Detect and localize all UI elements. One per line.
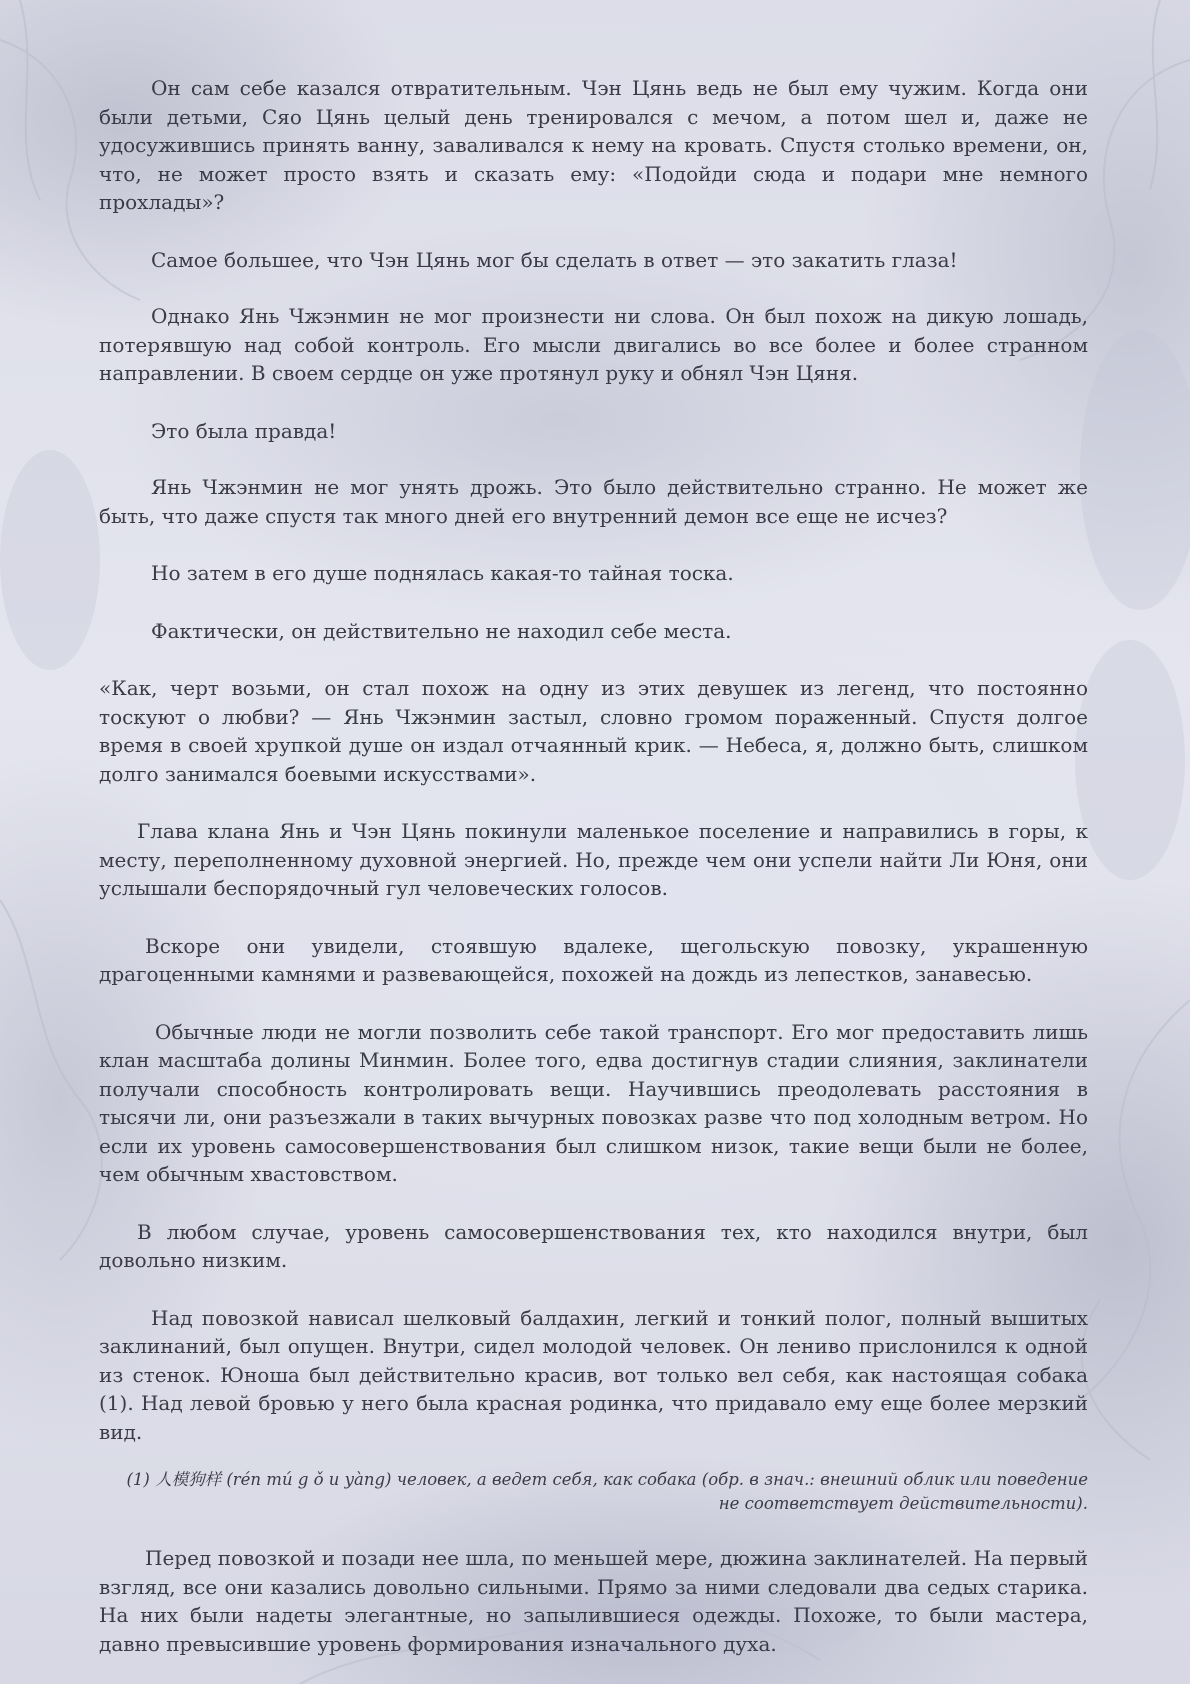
footnote-line: не соответствует действительности). [718, 1494, 1088, 1513]
paragraph: Вскоре они увидели, стоявшую вдалеке, щегольскую повозку, украшенную драгоценными камнями и развевающейся, похожей на дождь из лепестков, занавесью. [99, 933, 1088, 986]
paragraph: Янь Чжэнмин не мог унять дрожь. Это было действительно странно. Не может же быть, что даже спустя так много дней его внутренний демон все еще не исчез? [99, 475, 1088, 528]
paragraph: Это была правда! [151, 418, 337, 443]
paragraph: Перед повозкой и позади нее шла, по меньшей мере, дюжина заклинателей. На первый взгляд, все они казались довольно сильными. Прямо за ними следовали два седых старика. На них были надеты элегантные, но запылившиеся одежды. Похоже, то были мастера, давно превысившие уровень формирования изначального духа. [99, 1546, 1088, 1656]
paragraph: Над повозкой нависал шелковый балдахин, легкий и тонкий полог, полный вышитых заклинаний, был опущен. Внутри, сидел молодой человек. Он лениво прислонился к одной из стенок. Юноша был действительно красив, вот только вел себя, как настоящая собака (1). Над левой бровью у него была красная родинка, что придавало ему еще более мерзкий вид. [99, 1305, 1088, 1444]
paragraph: Он сам себе казался отвратительным. Чэн Цянь ведь не был ему чужим. Когда они были детьми, Сяо Цянь целый день тренировался с мечом, а потом шел и, даже не удосужившись принять ванну, заваливался к нему на кровать. Спустя столько времени, он, что, не может просто взять и сказать ему: «Подойди сюда и подари мне немного прохлады»? [99, 76, 1088, 214]
document-body [99, 74, 1088, 1658]
paragraph: Но затем в его душе поднялась какая-то тайная тоска. [151, 561, 734, 585]
footnote-line: (1) 人模狗样 (rén mú g ǒ u yàng) человек, а ведет себя, как собака (обр. в знач.: внешний облик или поведение [126, 1470, 1088, 1489]
paragraph: Обычные люди не могли позволить себе такой транспорт. Его мог предоставить лишь клан масштаба долины Минмин. Более того, едва достигнув стадии слияния, заклинатели получали способность контролировать вещи. Научившись преодолевать расстояния в тысячи ли, они разъезжали в таких вычурных повозках разве что под холодным ветром. Но если их уровень самосовершенствования был слишком низок, такие вещи были не более, чем обычным хвастовством. [99, 1019, 1088, 1186]
paragraph: Однако Янь Чжэнмин не мог произнести ни слова. Он был похож на дикую лошадь, потерявшую над собой контроль. Его мысли двигались во все более и более странном направлении. В своем сердце он уже протянул руку и обнял Чэн Цяня. [99, 304, 1088, 385]
paragraph: «Как, черт возьми, он стал похож на одну из этих девушек из легенд, что постоянно тоскуют о любви? — Янь Чжэнмин застыл, словно громом пораженный. Спустя долгое время в своей хрупкой душе он издал отчаянный крик. — Небеса, я, должно быть, слишком долго занимался боевыми искусствами». [99, 676, 1088, 786]
paragraph: Самое большее, что Чэн Цянь мог бы сделать в ответ — это закатить глаза! [151, 247, 958, 272]
paragraph: Глава клана Янь и Чэн Цянь покинули маленькое поселение и направились в горы, к месту, переполненному духовной энергией. Но, прежде чем они успели найти Ли Юня, они услышали беспорядочный гул человеческих голосов. [99, 819, 1088, 900]
footnote [99, 1468, 1088, 1516]
paragraph: В любом случае, уровень самосовершенствования тех, кто находился внутри, был довольно низким. [99, 1219, 1088, 1272]
paragraph: Фактически, он действительно не находил себе места. [151, 618, 732, 643]
